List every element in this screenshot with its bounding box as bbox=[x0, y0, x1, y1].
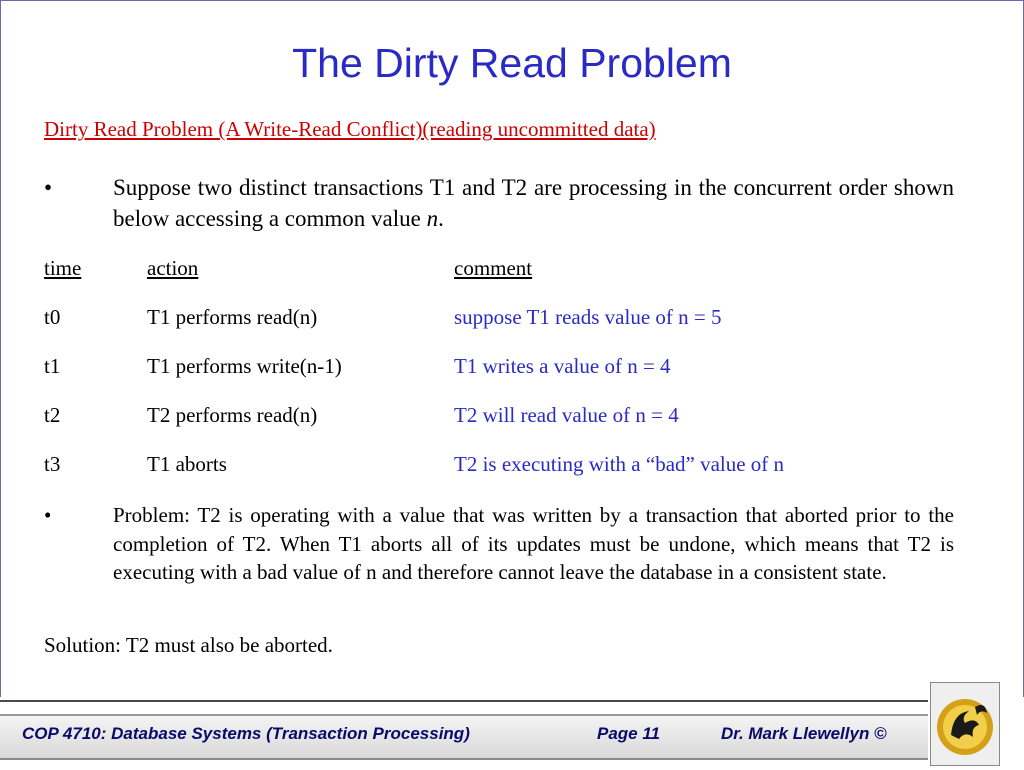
bullet-marker: • bbox=[44, 175, 53, 200]
slide-subtitle: Dirty Read Problem (A Write-Read Conflict)(reading uncommitted data) bbox=[44, 117, 656, 141]
header-comment: comment bbox=[454, 256, 533, 280]
footer-course: COP 4710: Database Systems (Transaction Processing) bbox=[22, 724, 470, 743]
row-time: t1 bbox=[44, 354, 61, 378]
slide-title: The Dirty Read Problem bbox=[292, 40, 732, 86]
header-action: action bbox=[147, 256, 199, 280]
footer-page: Page 11 bbox=[597, 724, 661, 743]
footer-author: Dr. Mark Llewellyn © bbox=[721, 724, 887, 743]
row-comment: T2 is executing with a “bad” value of n bbox=[454, 452, 785, 476]
row-time: t2 bbox=[44, 403, 61, 427]
row-comment: suppose T1 reads value of n = 5 bbox=[454, 305, 722, 329]
pegasus-logo-icon bbox=[931, 683, 999, 765]
row-comment: T1 writes a value of n = 4 bbox=[454, 354, 671, 378]
footer-divider bbox=[0, 700, 928, 702]
solution-text: Solution: T2 must also be aborted. bbox=[44, 633, 333, 657]
row-action: T2 performs read(n) bbox=[147, 403, 318, 427]
row-action: T1 aborts bbox=[147, 452, 227, 476]
row-comment: T2 will read value of n = 4 bbox=[454, 403, 679, 427]
bullet-problem-text: Problem: T2 is operating with a value that was written by a transaction that aborted prior to the completion of T2. When T1 aborts all of its updates must be undone, which means that T2 is executing with a bad value of n and therefore cannot leave the database in a consistent state. bbox=[113, 503, 954, 584]
bullet-intro-text: Suppose two distinct transactions T1 and T2 are processing in the concurrent order shown below accessing a common value n. bbox=[113, 175, 954, 231]
bullet-marker: • bbox=[44, 503, 52, 527]
header-time: time bbox=[44, 256, 82, 280]
row-time: t3 bbox=[44, 452, 61, 476]
variable-n: n bbox=[426, 206, 439, 231]
bullet-problem bbox=[44, 501, 954, 587]
row-action: T1 performs read(n) bbox=[147, 305, 318, 329]
bullet-intro bbox=[44, 172, 954, 234]
row-time: t0 bbox=[44, 305, 61, 329]
row-action: T1 performs write(n-1) bbox=[147, 354, 342, 378]
logo-frame bbox=[930, 682, 1000, 766]
